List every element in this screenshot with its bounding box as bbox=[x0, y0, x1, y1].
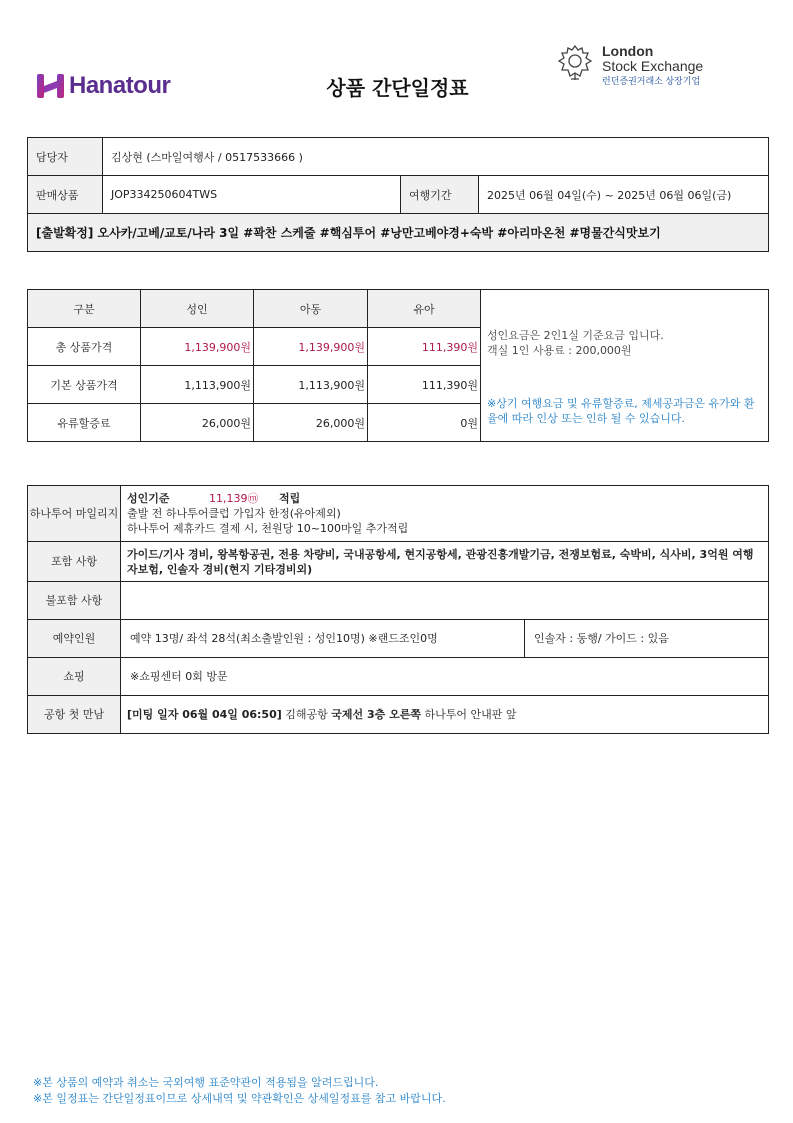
price-header-row bbox=[28, 290, 769, 328]
meeting-time: [미팅 일자 06월 04일 06:50] bbox=[127, 708, 282, 721]
excluded-row bbox=[28, 582, 769, 620]
footer-note-detail: ※본 일정표는 간단일정표이므로 상세내역 및 약관확인은 상세일정표를 참고 바랍니다. bbox=[33, 1092, 446, 1105]
price-infant: 111,390원 bbox=[368, 328, 481, 366]
product-row bbox=[28, 176, 769, 214]
price-adult: 1,139,900원 bbox=[141, 328, 254, 366]
included-value: 가이드/기사 경비, 왕복항공권, 전용 차량비, 국내공항세, 현지공항세, 관광진흥개발기금, 전쟁보험료, 숙박비, 식사비, 3억원 여행자보험, 인솔자 경비(현지 기타경비외) bbox=[121, 542, 769, 582]
escort-value: 인솔자 : 동행/ 가이드 : 있음 bbox=[525, 620, 769, 658]
excluded-value bbox=[121, 582, 769, 620]
mileage-basis: 성인기준 bbox=[127, 492, 170, 505]
manager-value: 김상현 (스마일여행사 / 0517533666 ) bbox=[103, 138, 769, 176]
footer-note-terms: ※본 상품의 예약과 취소는 국외여행 표준약관이 적용됨을 알려드립니다. bbox=[33, 1076, 379, 1089]
product-title: [출발확정] 오사카/고베/교토/나라 3일 #꽉찬 스케줄 #핵심투어 #낭만고베야경+숙박 #아리마온천 #명물간식맛보기 bbox=[28, 214, 769, 252]
product-title-row bbox=[28, 214, 769, 252]
price-header-infant: 유아 bbox=[368, 290, 481, 328]
mileage-row bbox=[28, 486, 769, 542]
page-title: 상품 간단일정표 bbox=[326, 76, 469, 100]
meeting-row bbox=[28, 696, 769, 734]
price-child: 1,139,900원 bbox=[254, 328, 368, 366]
price-note-single-room: 객실 1인 사용료 : 200,000원 bbox=[487, 344, 632, 357]
hanatour-logo bbox=[36, 72, 170, 100]
manager-label: 담당자 bbox=[28, 138, 103, 176]
price-table bbox=[27, 289, 769, 442]
price-note-rate-basis: 성인요금은 2인1실 기준요금 입니다. bbox=[487, 329, 664, 342]
excluded-label: 불포함 사항 bbox=[28, 582, 121, 620]
mileage-condition: 출발 전 하나투어클럽 가입자 한정(유아제외) bbox=[127, 507, 341, 520]
price-header-adult: 성인 bbox=[141, 290, 254, 328]
meeting-label: 공항 첫 만남 bbox=[28, 696, 121, 734]
booking-value: 예약 13명/ 좌석 28석(최소출발인원 : 성인10명) ※랜드조인0명 bbox=[121, 620, 525, 658]
price-child: 26,000원 bbox=[254, 404, 368, 442]
shopping-row bbox=[28, 658, 769, 696]
shopping-label: 쇼핑 bbox=[28, 658, 121, 696]
lse-crest-icon bbox=[556, 44, 594, 82]
price-notes bbox=[481, 290, 769, 442]
price-row-label: 총 상품가격 bbox=[28, 328, 141, 366]
mileage-value bbox=[121, 486, 769, 542]
footer-notes bbox=[33, 1075, 446, 1107]
mileage-label: 하나투어 마일리지 bbox=[28, 486, 121, 542]
shopping-value: ※쇼핑센터 0회 방문 bbox=[121, 658, 769, 696]
meeting-airport: 김해공항 bbox=[285, 708, 328, 721]
price-infant: 111,390원 bbox=[368, 366, 481, 404]
basic-info-table bbox=[27, 137, 769, 252]
manager-row bbox=[28, 138, 769, 176]
lse-logo bbox=[556, 44, 703, 89]
period-value: 2025년 06월 04일(수) ~ 2025년 06월 06일(금) bbox=[479, 176, 769, 214]
mileage-amount: 11,139ⓜ bbox=[209, 492, 259, 505]
price-row-label: 기본 상품가격 bbox=[28, 366, 141, 404]
mileage-earn: 적립 bbox=[279, 492, 301, 505]
meeting-terminal: 국제선 3층 오른쪽 bbox=[331, 708, 421, 721]
meeting-value bbox=[121, 696, 769, 734]
period-label: 여행기간 bbox=[401, 176, 479, 214]
hanatour-logo-text: Hanatour bbox=[69, 72, 171, 99]
document-header bbox=[0, 0, 793, 120]
included-label: 포함 사항 bbox=[28, 542, 121, 582]
lse-logo-text bbox=[602, 44, 703, 89]
product-code: JOP334250604TWS bbox=[103, 176, 401, 214]
price-row-label: 유류할증료 bbox=[28, 404, 141, 442]
included-row bbox=[28, 542, 769, 582]
price-child: 1,113,900원 bbox=[254, 366, 368, 404]
mileage-summary bbox=[127, 491, 762, 506]
lse-logo-line3: 런던증권거래소 상장기업 bbox=[602, 76, 701, 86]
mileage-card-bonus: 하나투어 제휴카드 결제 시, 천원당 10~100마일 추가적립 bbox=[127, 522, 409, 535]
price-adult: 1,113,900원 bbox=[141, 366, 254, 404]
details-table bbox=[27, 485, 769, 734]
price-note-disclaimer: ※상기 여행요금 및 유류할증료, 제세공과금은 유가와 환율에 따라 인상 또는 인하 될 수 있습니다. bbox=[487, 397, 755, 425]
product-label: 판매상품 bbox=[28, 176, 103, 214]
price-header-category: 구분 bbox=[28, 290, 141, 328]
lse-logo-line2: Stock Exchange bbox=[602, 58, 704, 74]
price-infant: 0원 bbox=[368, 404, 481, 442]
booking-label: 예약인원 bbox=[28, 620, 121, 658]
hanatour-mark-icon bbox=[36, 73, 66, 99]
lse-logo-line1: London bbox=[602, 43, 654, 59]
meeting-spot: 하나투어 안내판 앞 bbox=[424, 708, 517, 721]
booking-row bbox=[28, 620, 769, 658]
price-header-child: 아동 bbox=[254, 290, 368, 328]
price-adult: 26,000원 bbox=[141, 404, 254, 442]
